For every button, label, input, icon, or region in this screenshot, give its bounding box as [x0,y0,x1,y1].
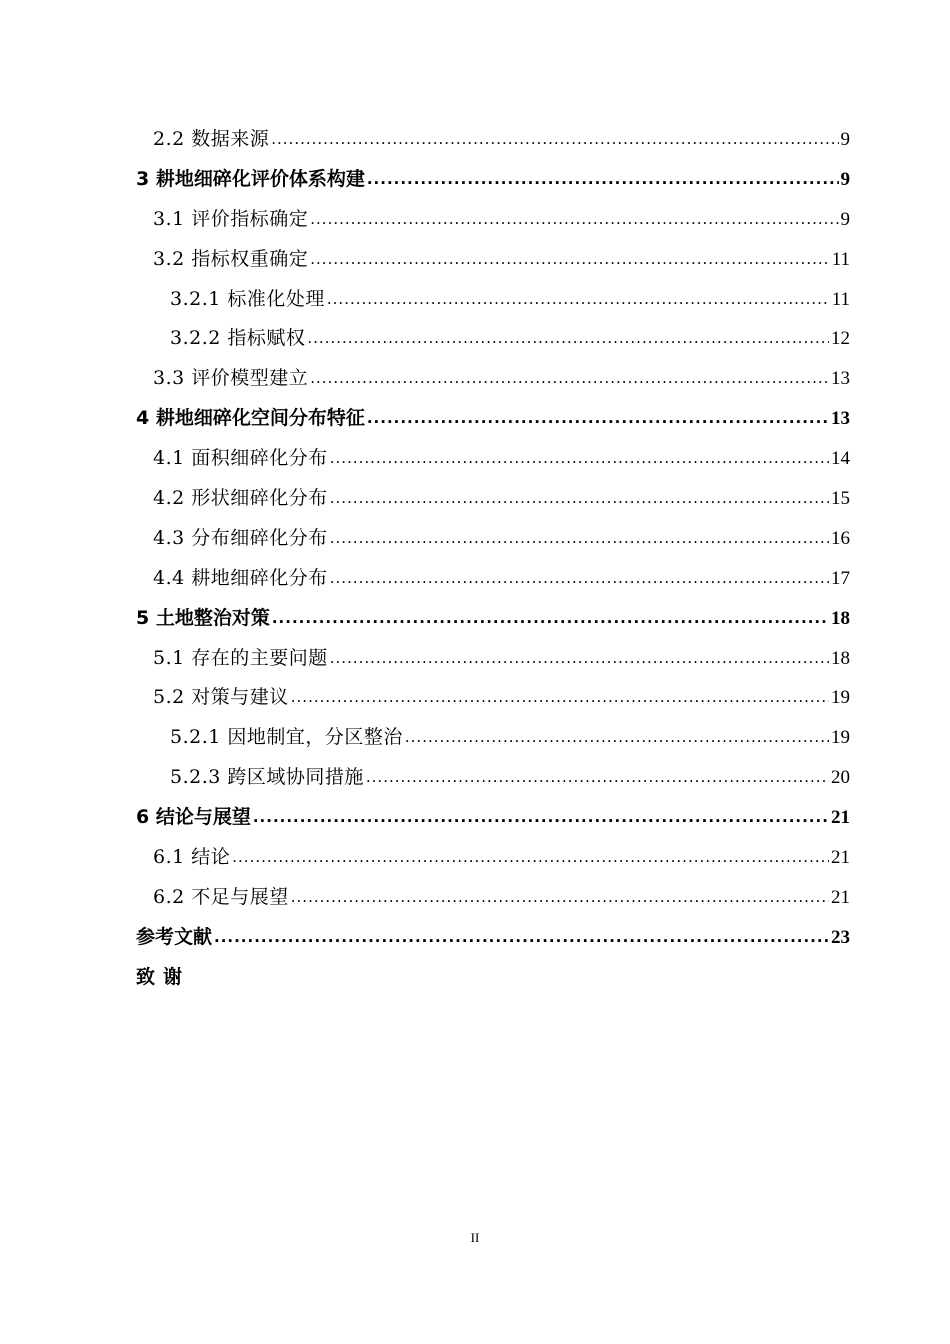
toc-entry-page: 13 [831,408,850,430]
toc-entry-page: 21 [831,807,850,829]
dot-leader [232,837,829,878]
toc-entry[interactable] [136,200,850,240]
toc-entry[interactable] [136,599,850,639]
toc-entry-page: 11 [831,248,850,270]
toc-entry[interactable] [136,359,850,399]
toc-entry-label: 4.1 面积细碎化分布 [153,447,328,470]
toc-entry-label: 5.2.3 跨区域协同措施 [170,766,364,789]
toc-entry[interactable] [136,958,850,998]
table-of-contents [136,120,850,998]
dot-leader [271,119,838,160]
dot-leader [330,638,829,679]
toc-entry-page: 9 [840,129,850,150]
toc-entry-label: 2.2 数据来源 [153,128,270,150]
dot-leader [327,279,830,320]
toc-entry-label: 致谢 [136,965,191,988]
toc-entry[interactable] [136,678,850,718]
toc-entry-page: 9 [840,168,850,190]
toc-entry-page: 13 [831,368,850,390]
toc-entry-label: 5 土地整治对策 [136,606,270,629]
dot-leader [330,518,829,559]
toc-entry-label: 6.1 结论 [153,846,231,869]
toc-entry-label: 3.2 指标权重确定 [153,247,309,270]
toc-entry[interactable] [136,479,850,519]
toc-entry-label: 5.2 对策与建议 [153,686,289,709]
toc-entry[interactable] [136,718,850,758]
toc-entry-label: 4.4 耕地细碎化分布 [153,566,328,589]
dot-leader [367,398,829,439]
toc-entry[interactable] [136,120,850,160]
dot-leader [366,757,829,798]
dot-leader [330,558,829,599]
toc-entry-page: 14 [831,448,850,470]
dot-leader [291,877,829,918]
toc-entry-page: 17 [831,567,850,589]
toc-entry-page: 18 [831,607,850,629]
toc-entry-page: 21 [831,847,850,869]
toc-entry[interactable] [136,758,850,798]
page-number: II [470,1230,480,1245]
toc-entry-label: 3.1 评价指标确定 [153,207,309,230]
toc-entry-label: 5.1 存在的主要问题 [153,646,328,669]
dot-leader [307,318,829,359]
toc-entry-label: 6.2 不足与展望 [153,885,289,908]
toc-entry-page: 12 [831,328,850,350]
toc-entry[interactable] [136,439,850,479]
toc-entry[interactable] [136,160,850,200]
dot-leader [367,159,839,200]
dot-leader [310,358,829,399]
toc-entry[interactable] [136,240,850,280]
toc-entry-label: 参考文献 [136,925,213,948]
toc-entry[interactable] [136,319,850,359]
dot-leader [310,199,838,240]
toc-entry-label: 3.3 评价模型建立 [153,367,309,390]
dot-leader [291,677,829,718]
toc-entry[interactable] [136,878,850,918]
toc-entry[interactable] [136,399,850,439]
toc-entry[interactable] [136,280,850,320]
toc-entry-label: 4.2 形状细碎化分布 [153,487,328,510]
toc-entry-page: 19 [831,687,850,709]
toc-entry[interactable] [136,639,850,679]
toc-entry-label: 6 结论与展望 [136,806,251,829]
toc-entry-page: 15 [831,488,850,510]
toc-entry-page: 11 [831,288,850,310]
dot-leader [330,438,829,479]
dot-leader [310,239,829,280]
toc-entry-label: 4.3 分布细碎化分布 [153,526,328,549]
toc-entry[interactable] [136,918,850,958]
toc-entry-page: 16 [831,527,850,549]
dot-leader [330,478,829,519]
dot-leader [214,917,829,958]
dot-leader [272,598,829,639]
toc-entry-label: 3 耕地细碎化评价体系构建 [136,167,365,190]
toc-entry[interactable] [136,838,850,878]
dot-leader [405,717,829,758]
toc-entry-page: 19 [831,727,850,749]
toc-entry-label: 3.2.1 标准化处理 [170,287,325,310]
toc-entry-label: 4 耕地细碎化空间分布特征 [136,407,365,430]
toc-entry-label: 3.2.2 指标赋权 [170,327,306,350]
toc-entry-page: 23 [831,926,850,948]
toc-entry-page: 9 [840,208,850,230]
toc-entry-label: 5.2.1 因地制宜，分区整治 [170,726,403,749]
toc-entry[interactable] [136,559,850,599]
toc-entry[interactable] [136,519,850,559]
toc-entry[interactable] [136,798,850,838]
toc-entry-page: 21 [831,886,850,908]
toc-entry-page: 20 [831,767,850,789]
dot-leader [253,797,829,838]
toc-entry-page: 18 [831,647,850,669]
